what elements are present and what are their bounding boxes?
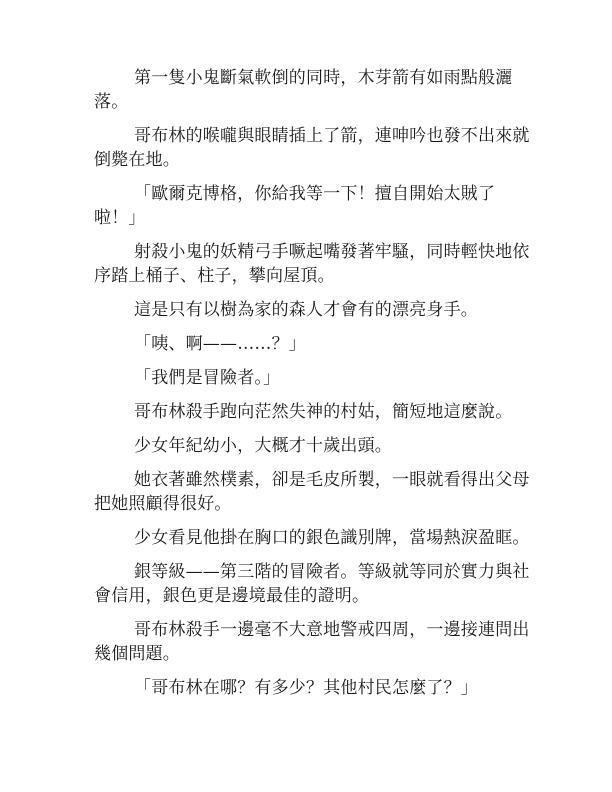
paragraph-8: 哥布林殺手跑向茫然失神的村姑，簡短地這麼說。 (134, 402, 513, 422)
paragraph-12: 銀等級——第三階的冒險者。等級就等同於實力與社會信用，銀色更是邊境最佳的證明。 (94, 562, 530, 606)
paragraph-7: 「我們是冒險者。」 (134, 368, 281, 388)
paragraph-13: 哥布林殺手一邊毫不大意地警戒四周，一邊接連問出幾個問題。 (94, 620, 530, 664)
paragraph-10: 她衣著雖然樸素，卻是毛皮所製，一眼就看得出父母把她照顧得很好。 (94, 470, 530, 514)
paragraph-9: 少女年紀幼小，大概才十歲出頭。 (134, 436, 392, 456)
paragraph-5: 這是只有以樹為家的森人才會有的漂亮身手。 (134, 300, 478, 320)
paragraph-3: 「歐爾克博格，你給我等一下！擅自開始太賊了啦！」 (94, 184, 496, 228)
paragraph-14: 「哥布林在哪？有多少？其他村民怎麼了？」 (134, 678, 478, 698)
paragraph-1: 第一隻小鬼斷氣軟倒的同時，木芽箭有如雨點般灑落。 (94, 68, 513, 112)
paragraph-2: 哥布林的喉嚨與眼睛插上了箭，連呻吟也發不出來就倒斃在地。 (94, 126, 530, 170)
paragraph-11: 少女看見他掛在胸口的銀色識別牌，當場熱淚盈眶。 (134, 528, 530, 548)
paragraph-4: 射殺小鬼的妖精弓手噘起嘴發著牢騷，同時輕快地依序踏上桶子、柱子，攀向屋頂。 (94, 242, 530, 286)
paragraph-6: 「咦、啊——……？」 (134, 334, 306, 354)
